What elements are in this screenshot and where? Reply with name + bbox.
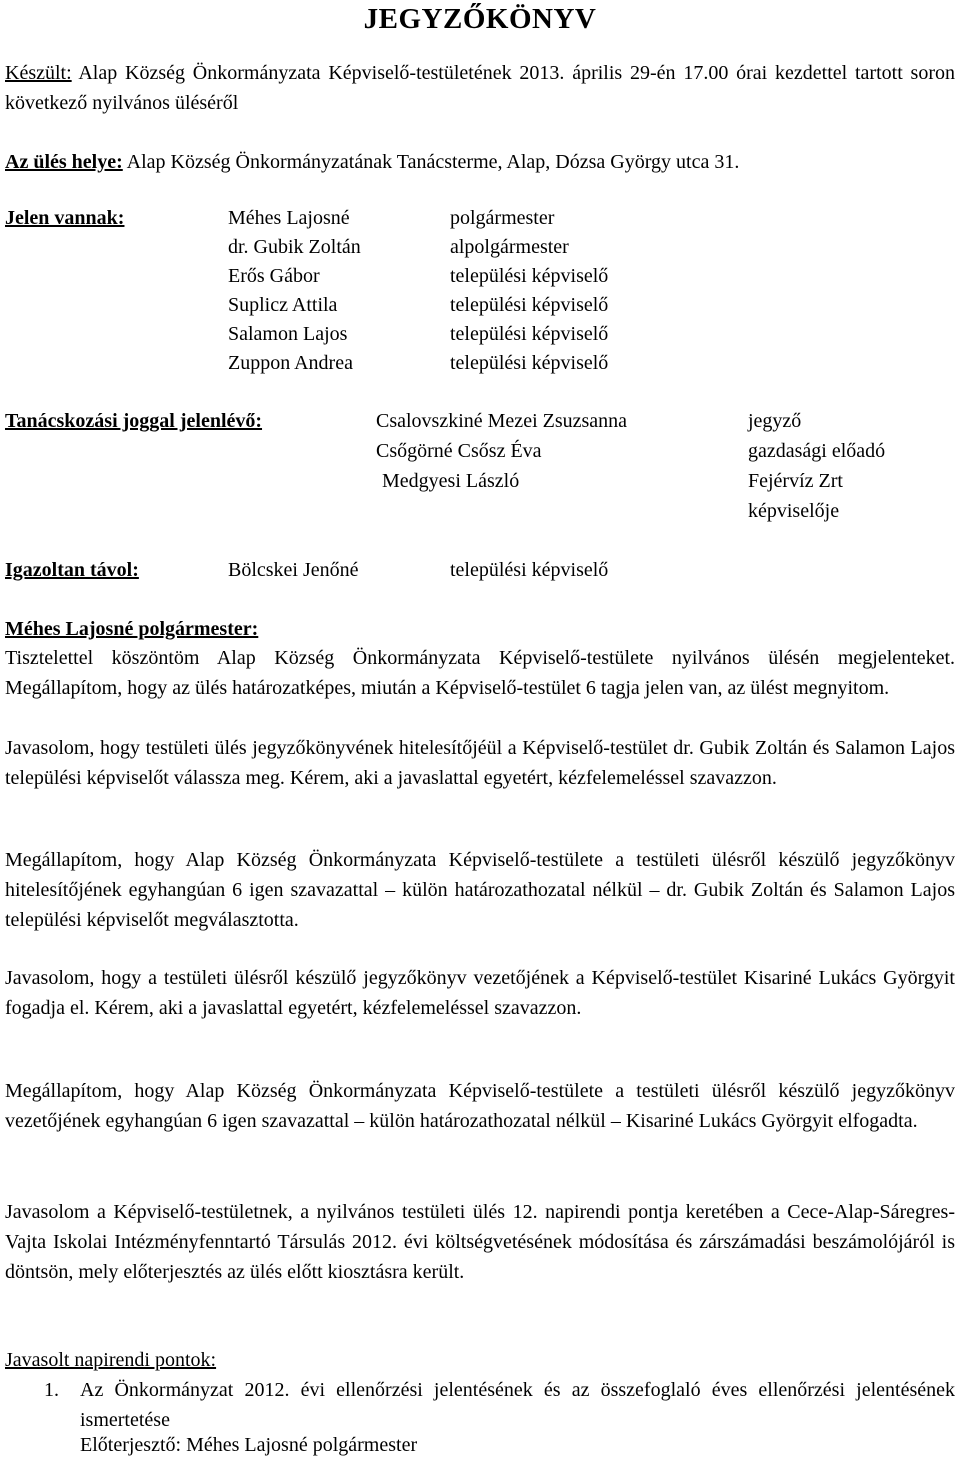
agenda-label: Javasolt napirendi pontok: xyxy=(5,1349,217,1371)
resolution-paragraph-1 xyxy=(5,845,955,935)
speech-paragraph-2 xyxy=(5,733,955,793)
present-role-2: települési képviselő xyxy=(450,265,609,287)
present-role-0: polgármester xyxy=(450,207,555,229)
advisory-role-2: Fejérvíz Zrt xyxy=(748,470,843,492)
advisory-label: Tanácskozási joggal jelenlévő: xyxy=(5,410,263,432)
present-role-3: települési képviselő xyxy=(450,294,609,316)
venue-line xyxy=(5,147,739,177)
document-title: JEGYZŐKÖNYV xyxy=(363,3,597,35)
present-name-3: Suplicz Attila xyxy=(228,294,338,316)
present-name-2: Erős Gábor xyxy=(228,265,320,287)
advisory-role-0: jegyző xyxy=(748,410,802,432)
agenda-item-text: Az Önkormányzat 2012. évi ellenőrzési jelentésének és az összefoglaló éves ellenőrzési jelentésének ismertetése xyxy=(80,1379,955,1431)
advisory-name-0: Csalovszkiné Mezei Zsuzsanna xyxy=(376,410,628,432)
present-name-1: dr. Gubik Zoltán xyxy=(228,236,361,258)
speaker-label: Méhes Lajosné polgármester: xyxy=(5,618,259,640)
proposal-paragraph-2 xyxy=(5,963,955,1023)
proposal-text-2: Javasolom, hogy a testületi ülésről készülő jegyzőkönyv vezetőjének a Képviselő-testület Kisariné Lukács Györgyit fogadja el. Kérem, aki a javaslattal egyetért, kézfelemeléssel szavazzon. xyxy=(5,967,955,1019)
present-role-5: települési képviselő xyxy=(450,352,609,374)
venue-label: Az ülés helye: xyxy=(5,151,123,173)
resolution-text-2: Megállapítom, hogy Alap Község Önkormányzata Képviselő-testülete a testületi ülésről készülő jegyzőkönyv vezetőjének egyhangúan 6 igen szavazattal – külön határozathozatal nélkül – Kisariné Lukács Györgyit elfogadta. xyxy=(5,1080,955,1132)
agenda-item-presenter: Előterjesztő: Méhes Lajosné polgármester xyxy=(80,1434,418,1456)
advisory-name-1: Csőgörné Csősz Éva xyxy=(376,440,542,462)
present-name-4: Salamon Lajos xyxy=(228,323,348,345)
present-role-4: települési képviselő xyxy=(450,323,609,345)
absent-name: Bölcskei Jenőné xyxy=(228,559,359,581)
absent-role: települési képviselő xyxy=(450,559,609,581)
proposal-text-3: Javasolom a Képviselő-testületnek, a nyilvános testületi ülés 12. napirendi pontja keretében a Cece-Alap-Sáregres-Vajta Iskolai Intézményfenntartó Társulás 2012. évi költségvetésének módosítása és zárszámadási beszámolójáról is döntsön, mely előterjesztés az ülés előtt kiosztásra került. xyxy=(5,1201,955,1283)
speech-text-1: Tisztelettel köszöntöm Alap Község Önkormányzata Képviselő-testülete nyilvános ülésén megjelenteket. Megállapítom, hogy az ülés határozatképes, miután a Képviselő-testület 6 tagja jelen van, az ülést megnyitom. xyxy=(5,647,955,699)
speech-text-2: Javasolom, hogy testületi ülés jegyzőkönyvének hitelesítőjéül a Képviselő-testület dr. Gubik Zoltán és Salamon Lajos települési képviselőt válassza meg. Kérem, aki a javaslattal egyetért, kézfelemeléssel szavazzon. xyxy=(5,737,955,789)
made-label: Készült: xyxy=(5,62,72,84)
absent-label: Igazoltan távol: xyxy=(5,559,139,581)
agenda-item-1 xyxy=(80,1375,955,1435)
resolution-paragraph-2 xyxy=(5,1076,955,1136)
made-text: Alap Község Önkormányzata Képviselő-testületének 2013. április 29-én 17.00 órai kezdettel tartott soron következő nyilvános üléséről xyxy=(5,62,955,114)
present-label: Jelen vannak: xyxy=(5,207,125,229)
advisory-role-1: gazdasági előadó xyxy=(748,440,886,462)
resolution-text-1: Megállapítom, hogy Alap Község Önkormányzata Képviselő-testülete a testületi ülésről készülő jegyzőkönyv hitelesítőjének egyhangúan 6 igen szavazattal – külön határozathozatal nélkül – dr. Gubik Zoltán és Salamon Lajos települési képviselőt megválasztotta. xyxy=(5,849,955,931)
present-role-1: alpolgármester xyxy=(450,236,569,258)
venue-text: Alap Község Önkormányzatának Tanácsterme, Alap, Dózsa György utca 31. xyxy=(122,151,740,173)
present-name-5: Zuppon Andrea xyxy=(228,352,353,374)
advisory-role-3: képviselője xyxy=(748,500,840,522)
agenda-item-number: 1. xyxy=(44,1379,59,1401)
made-paragraph xyxy=(5,58,955,118)
advisory-name-2: Medgyesi László xyxy=(382,470,520,492)
proposal-paragraph-3 xyxy=(5,1197,955,1287)
speech-paragraph-1 xyxy=(5,643,955,703)
present-name-0: Méhes Lajosné xyxy=(228,207,350,229)
